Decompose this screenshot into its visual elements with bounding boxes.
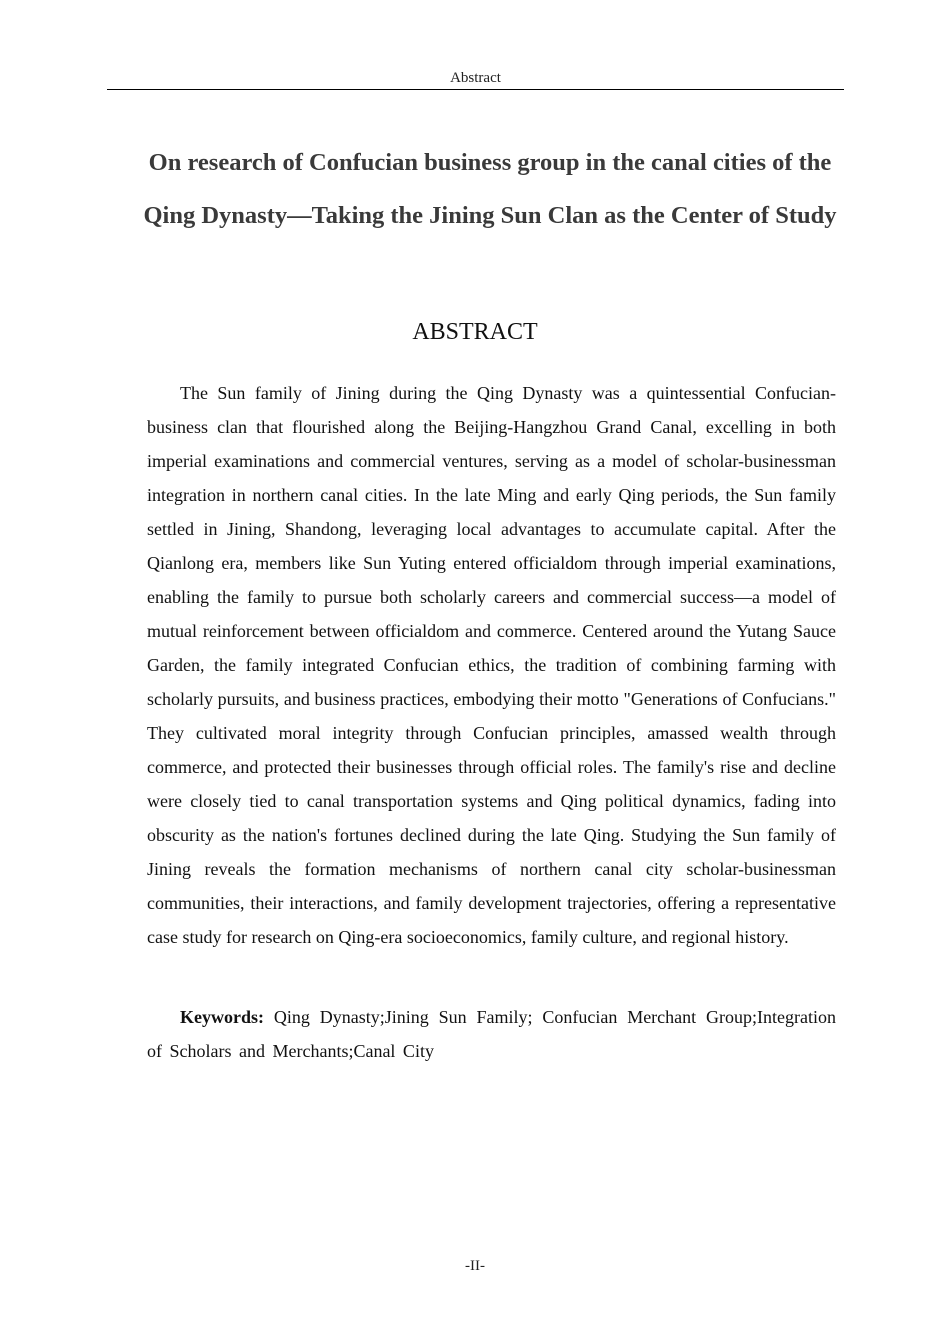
keywords-line [147,1000,836,1068]
keywords-list: Qing Dynasty;Jining Sun Family; Confucian Merchant Group;Integration of Scholars and Merchants;Canal City [147,1007,836,1061]
abstract-heading: ABSTRACT [412,319,538,345]
header-divider [107,89,844,90]
page-number: -II- [465,1258,485,1274]
paper-title: On research of Confucian business group in the canal cities of the Qing Dynasty—Taking the Jining Sun Clan as the Center of Study [143,149,837,229]
running-header: Abstract [450,70,501,86]
keywords-label: Keywords: [180,1007,264,1027]
abstract-paragraph: The Sun family of Jining during the Qing Dynasty was a quintessential Confucian-business clan that flourished along the Beijing-Hangzhou Grand Canal, excelling in both imperial examinations and commercial ventures, serving as a model of scholar-businessman integration in northern canal cities. In the late Ming and early Qing periods, the Sun family settled in Jining, Shandong, leveraging local advantages to accumulate capital. After the Qianlong era, members like Sun Yuting entered officialdom through imperial examinations, enabling the family to pursue both scholarly careers and commercial success—a model of mutual reinforcement between officialdom and commerce. Centered around the Yutang Sauce Garden, the family integrated Confucian ethics, the tradition of combining farming with scholarly pursuits, and business practices, embodying their motto "Generations of Confucians." They cultivated moral integrity through Confucian principles, amassed wealth through commerce, and protected their businesses through official roles. The family's rise and decline were closely tied to canal transportation systems and Qing political dynamics, fading into obscurity as the nation's fortunes declined during the late Qing. Studying the Sun family of Jining reveals the formation mechanisms of northern canal city scholar-businessman communities, their interactions, and family development trajectories, offering a representative case study for research on Qing-era socioeconomics, family culture, and regional history. [147,383,836,947]
